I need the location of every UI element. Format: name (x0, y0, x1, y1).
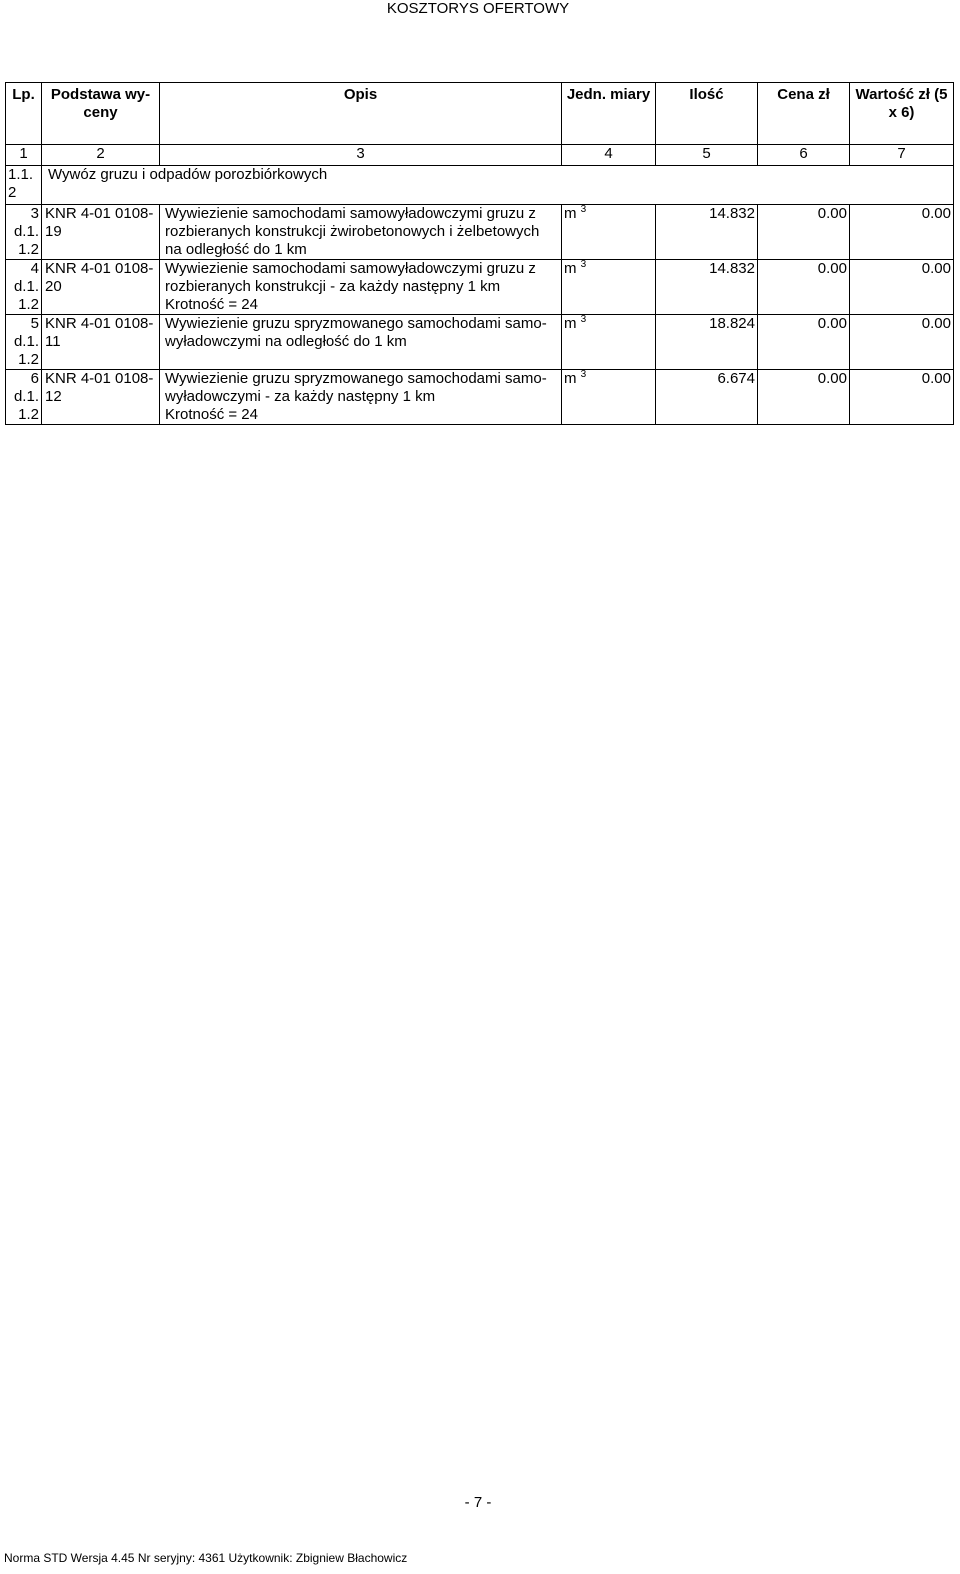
row-quantity: 14.832 (656, 205, 758, 260)
unit-base: m (564, 205, 577, 222)
header-lp: Lp. (6, 83, 42, 145)
section-lp: 1.1. 2 (6, 166, 42, 205)
row-description-text: Wywiezienie samochodami samowyładowczymi gruzu z rozbieranych konstrukcji - za każdy następny 1 km (165, 260, 536, 295)
row-base: KNR 4-01 0108-12 (42, 370, 160, 425)
row-unit (562, 315, 656, 370)
row-price: 0.00 (758, 370, 850, 425)
row-description (160, 370, 562, 425)
row-lp: 3 d.1. 1.2 (6, 205, 42, 260)
row-price: 0.00 (758, 260, 850, 315)
table-row (6, 370, 954, 425)
footer-info: Norma STD Wersja 4.45 Nr seryjny: 4361 Użytkownik: Zbigniew Błachowicz (4, 1551, 408, 1565)
header-unit: Jedn. miary (562, 83, 656, 145)
column-number-row (6, 145, 954, 166)
row-base: KNR 4-01 0108-20 (42, 260, 160, 315)
row-quantity: 14.832 (656, 260, 758, 315)
row-lp: 5 d.1. 1.2 (6, 315, 42, 370)
cost-estimate-table (5, 82, 954, 425)
row-quantity: 18.824 (656, 315, 758, 370)
unit-exponent: 3 (580, 314, 587, 325)
row-base: KNR 4-01 0108-19 (42, 205, 160, 260)
column-number: 4 (562, 145, 656, 166)
row-value: 0.00 (850, 370, 954, 425)
row-base: KNR 4-01 0108-11 (42, 315, 160, 370)
unit-base: m (564, 370, 577, 387)
column-number: 5 (656, 145, 758, 166)
row-description: Wywiezienie samochodami samowyładowczymi gruzu z rozbieranych konstrukcji żwirobetonowych i żelbetowych na odległość do 1 km (160, 205, 562, 260)
row-unit (562, 370, 656, 425)
document-title: KOSZTORYS OFERTOWY (386, 0, 570, 17)
header-base: Podstawa wy-ceny (42, 83, 160, 145)
row-unit (562, 205, 656, 260)
unit-exponent: 3 (580, 259, 587, 270)
row-value: 0.00 (850, 260, 954, 315)
row-lp: 4 d.1. 1.2 (6, 260, 42, 315)
row-price: 0.00 (758, 205, 850, 260)
row-lp: 6 d.1. 1.2 (6, 370, 42, 425)
column-number: 6 (758, 145, 850, 166)
unit-exponent: 3 (580, 369, 587, 380)
unit-base: m (564, 260, 577, 277)
column-number: 1 (6, 145, 42, 166)
row-description: Wywiezienie gruzu spryzmowanego samochodami samo-wyładowczymi na odległość do 1 km (160, 315, 562, 370)
row-value: 0.00 (850, 205, 954, 260)
column-number: 3 (160, 145, 562, 166)
row-quantity: 6.674 (656, 370, 758, 425)
row-description-text: Wywiezienie gruzu spryzmowanego samochodami samo-wyładowczymi - za każdy następny 1 km (165, 370, 547, 405)
table-row (6, 315, 954, 370)
unit-base: m (564, 315, 577, 332)
table-row (6, 205, 954, 260)
column-number: 7 (850, 145, 954, 166)
row-multiplier: Krotność = 24 (165, 406, 258, 423)
row-description (160, 260, 562, 315)
header-price: Cena zł (758, 83, 850, 145)
table-row (6, 260, 954, 315)
header-row (6, 83, 954, 145)
section-title: Wywóz gruzu i odpadów porozbiórkowych (42, 166, 954, 205)
page-number: - 7 - (464, 1494, 492, 1511)
header-value: Wartość zł (5 x 6) (850, 83, 954, 145)
unit-exponent: 3 (580, 204, 587, 215)
section-row (6, 166, 954, 205)
header-quantity: Ilość (656, 83, 758, 145)
row-multiplier: Krotność = 24 (165, 296, 258, 313)
row-price: 0.00 (758, 315, 850, 370)
row-unit (562, 260, 656, 315)
row-value: 0.00 (850, 315, 954, 370)
column-number: 2 (42, 145, 160, 166)
header-description: Opis (160, 83, 562, 145)
